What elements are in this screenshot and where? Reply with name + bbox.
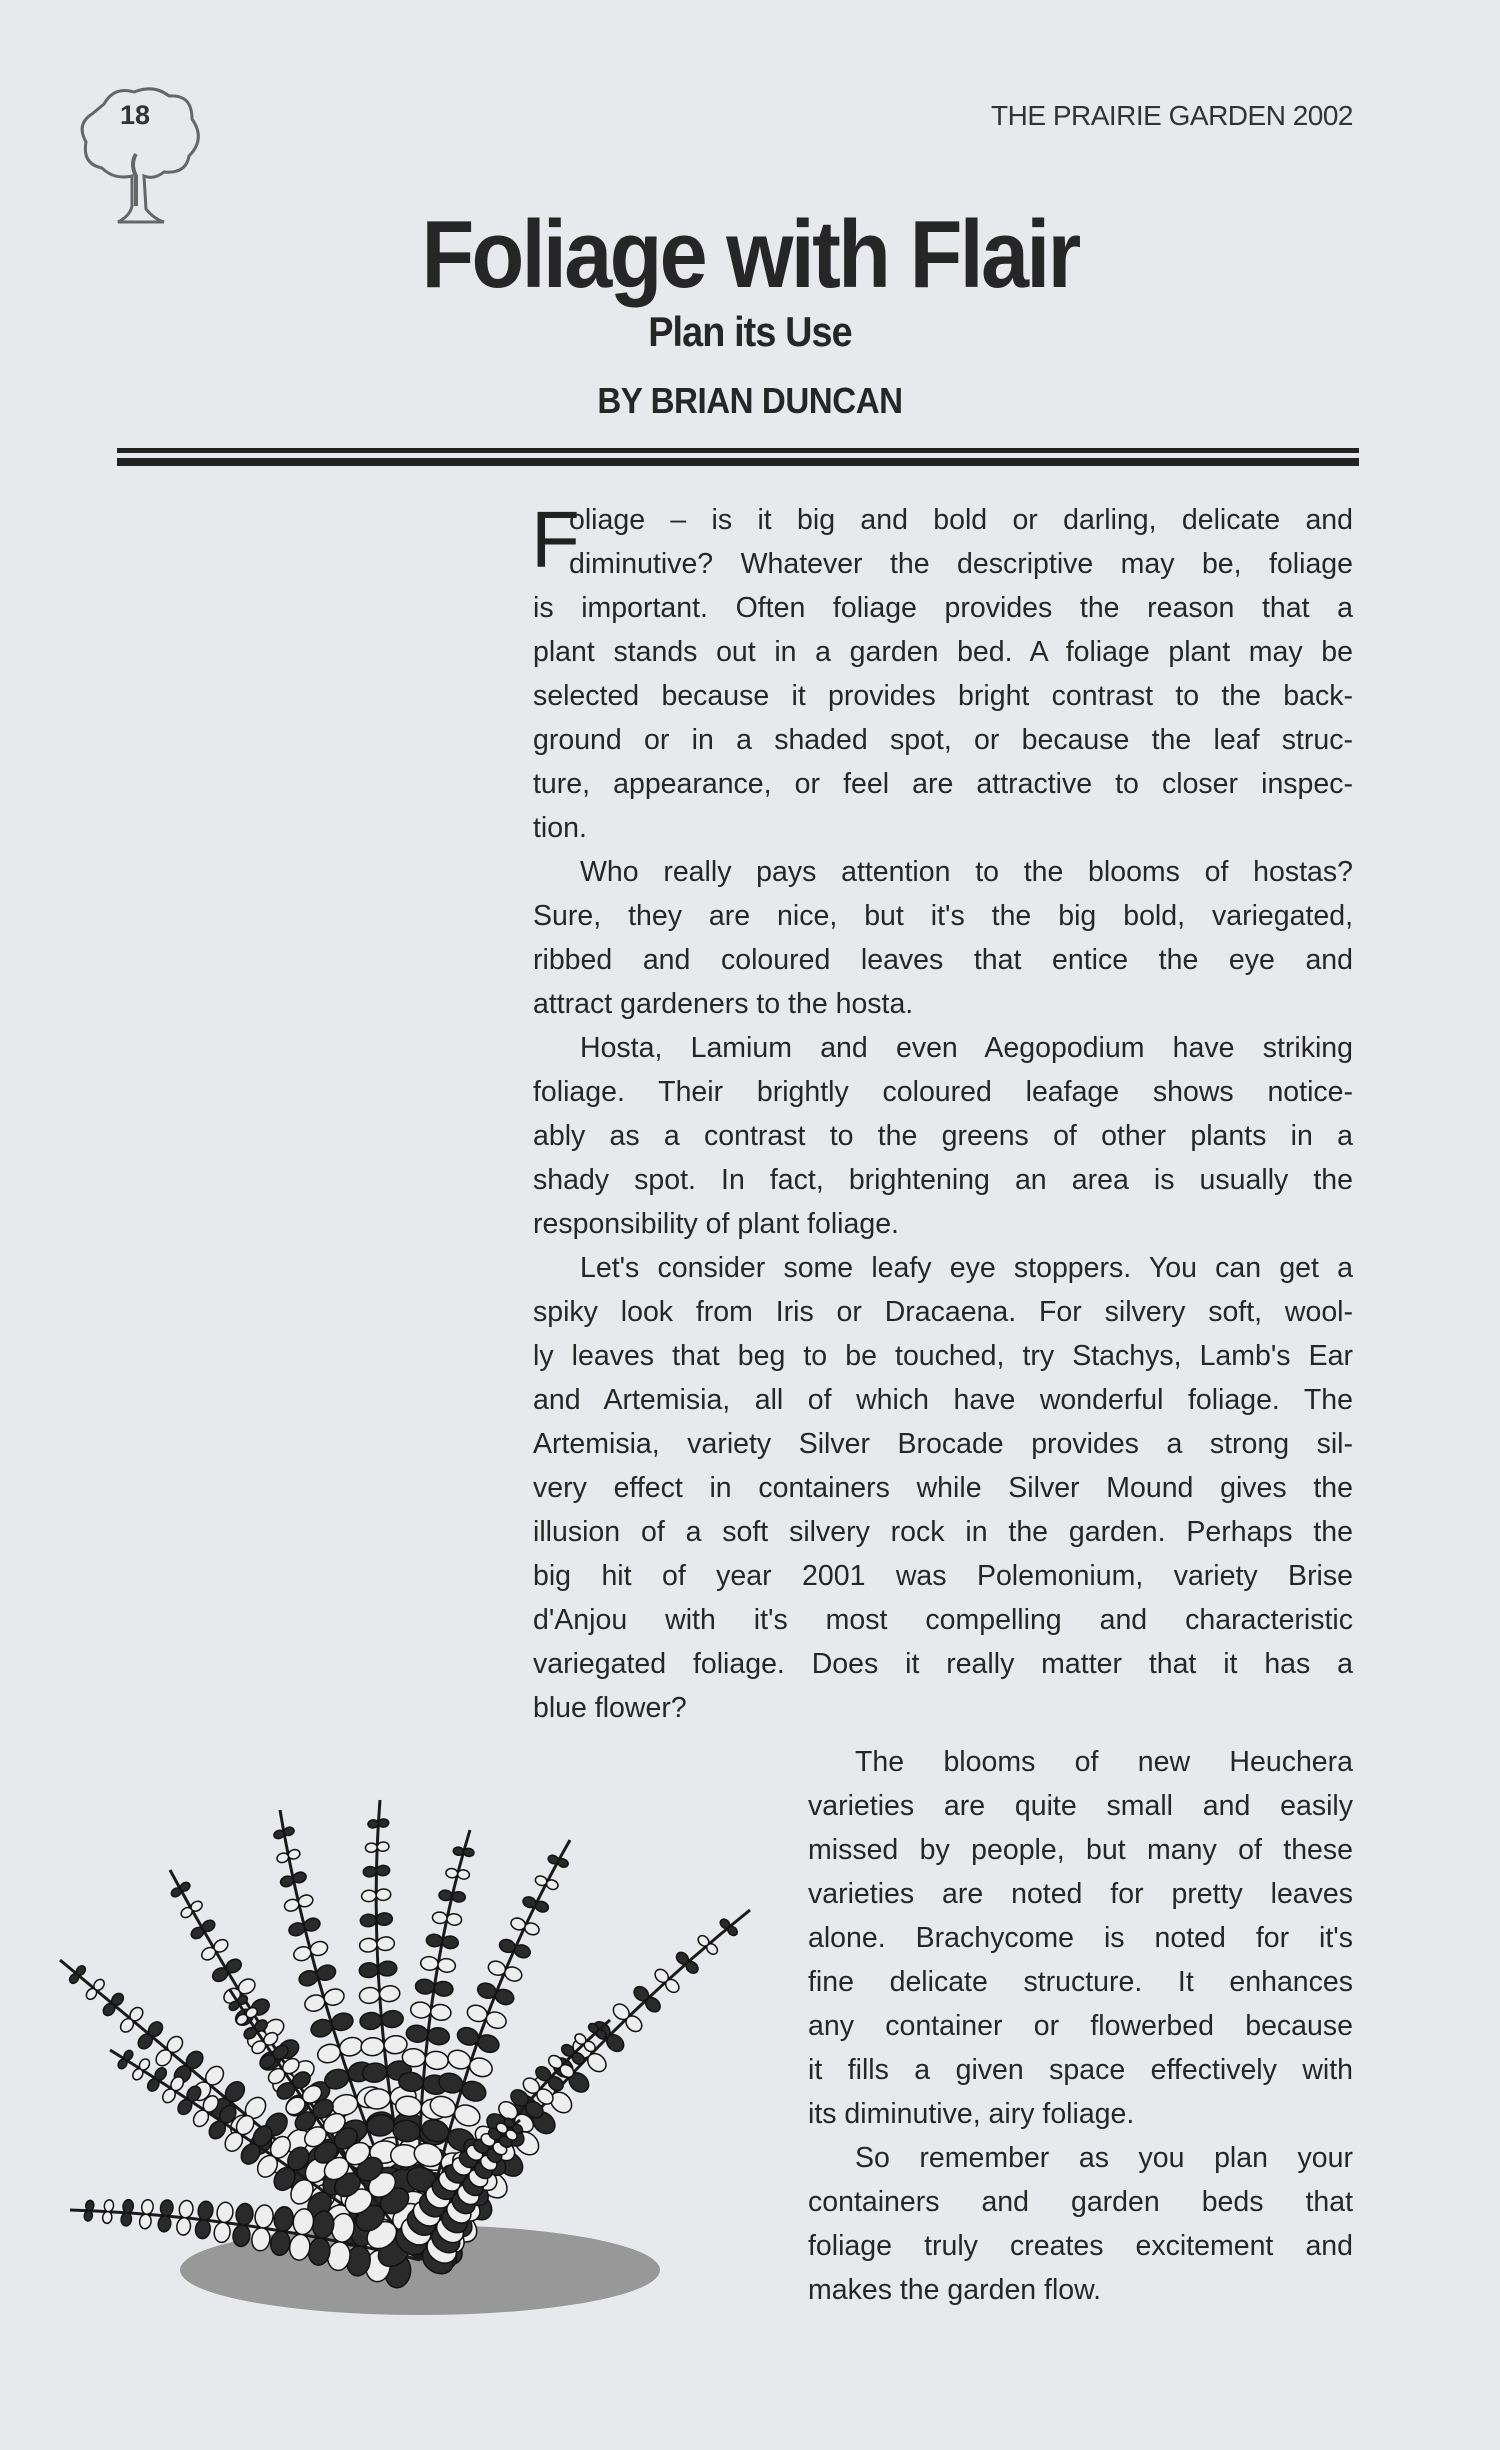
- page-number: 18: [120, 100, 151, 130]
- paragraph-line: spiky look from Iris or Dracaena. For silvery soft, wool-: [533, 1296, 1353, 1328]
- paragraph-line: its diminutive, airy foliage.: [808, 2098, 1135, 2130]
- paragraph-line: diminutive? Whatever the descriptive may be, foliage: [569, 548, 1353, 580]
- paragraph-line: varieties are noted for pretty leaves: [808, 1878, 1353, 1910]
- paragraph-line: ably as a contrast to the greens of other plants in a: [533, 1120, 1353, 1152]
- paragraph-line: foliage. Their brightly coloured leafage shows notice-: [533, 1076, 1353, 1108]
- paragraph-line: shady spot. In fact, brightening an area is usually the: [533, 1164, 1353, 1196]
- paragraph-line: missed by people, but many of these: [808, 1834, 1353, 1866]
- paragraph-line: tion.: [533, 812, 587, 844]
- paragraph-line: The blooms of new Heuchera: [855, 1746, 1353, 1778]
- article-title: Foliage with Flair: [421, 201, 1079, 308]
- paragraph-line: varieties are quite small and easily: [808, 1790, 1353, 1822]
- paragraph-line: containers and garden beds that: [808, 2186, 1353, 2218]
- paragraph-line: Sure, they are nice, but it's the big bold, variegated,: [533, 900, 1353, 932]
- paragraph-line: attract gardeners to the hosta.: [533, 988, 914, 1020]
- paragraph-line: responsibility of plant foliage.: [533, 1208, 899, 1240]
- paragraph-line: Who really pays attention to the blooms of hostas?: [580, 856, 1353, 888]
- paragraph-line: Let's consider some leafy eye stoppers. You can get a: [580, 1252, 1353, 1284]
- paragraph-line: So remember as you plan your: [855, 2142, 1353, 2174]
- paragraph-line: it fills a given space effectively with: [808, 2054, 1353, 2086]
- fern-illustration: [50, 1790, 800, 2330]
- paragraph-line: ly leaves that beg to be touched, try Stachys, Lamb's Ear: [533, 1340, 1353, 1372]
- paragraph-line: is important. Often foliage provides the reason that a: [533, 592, 1353, 624]
- paragraph-line: blue flower?: [533, 1692, 687, 1724]
- paragraph-line: ture, appearance, or feel are attractive to closer inspec-: [533, 768, 1353, 800]
- drop-cap: F: [531, 495, 580, 584]
- divider-rule: [117, 458, 1359, 466]
- paragraph-line: illusion of a soft silvery rock in the garden. Perhaps the: [533, 1516, 1353, 1548]
- article-body-side: [808, 1740, 1353, 2312]
- paragraph-line: ground or in a shaded spot, or because the leaf struc-: [533, 724, 1353, 756]
- paragraph-line: big hit of year 2001 was Polemonium, variety Brise: [533, 1560, 1353, 1592]
- paragraph-line: makes the garden flow.: [808, 2274, 1102, 2306]
- paragraph-line: ribbed and coloured leaves that entice the eye and: [533, 944, 1353, 976]
- paragraph-line: selected because it provides bright contrast to the back-: [533, 680, 1353, 712]
- paragraph-line: very effect in containers while Silver Mound gives the: [533, 1472, 1353, 1504]
- paragraph-line: Hosta, Lamium and even Aegopodium have striking: [580, 1032, 1353, 1064]
- paragraph-line: d'Anjou with it's most compelling and characteristic: [533, 1604, 1353, 1636]
- paragraph-line: variegated foliage. Does it really matter that it has a: [533, 1648, 1353, 1680]
- paragraph-line: any container or flowerbed because: [808, 2010, 1353, 2042]
- paragraph-line: fine delicate structure. It enhances: [808, 1966, 1353, 1998]
- article-subtitle: Plan its Use: [648, 308, 852, 355]
- article-body-main: [531, 495, 1353, 1730]
- paragraph-line: plant stands out in a garden bed. A foliage plant may be: [533, 636, 1353, 668]
- divider-rule: [117, 448, 1359, 453]
- paragraph-line: foliage truly creates excitement and: [808, 2230, 1353, 2262]
- paragraph-line: and Artemisia, all of which have wonderful foliage. The: [533, 1384, 1353, 1416]
- running-head: THE PRAIRIE GARDEN 2002: [991, 100, 1353, 131]
- paragraph-line: Artemisia, variety Silver Brocade provides a strong sil-: [533, 1428, 1353, 1460]
- byline: BY BRIAN DUNCAN: [597, 380, 903, 421]
- paragraph-line: alone. Brachycome is noted for it's: [808, 1922, 1353, 1954]
- paragraph-line: oliage – is it big and bold or darling, delicate and: [569, 504, 1353, 536]
